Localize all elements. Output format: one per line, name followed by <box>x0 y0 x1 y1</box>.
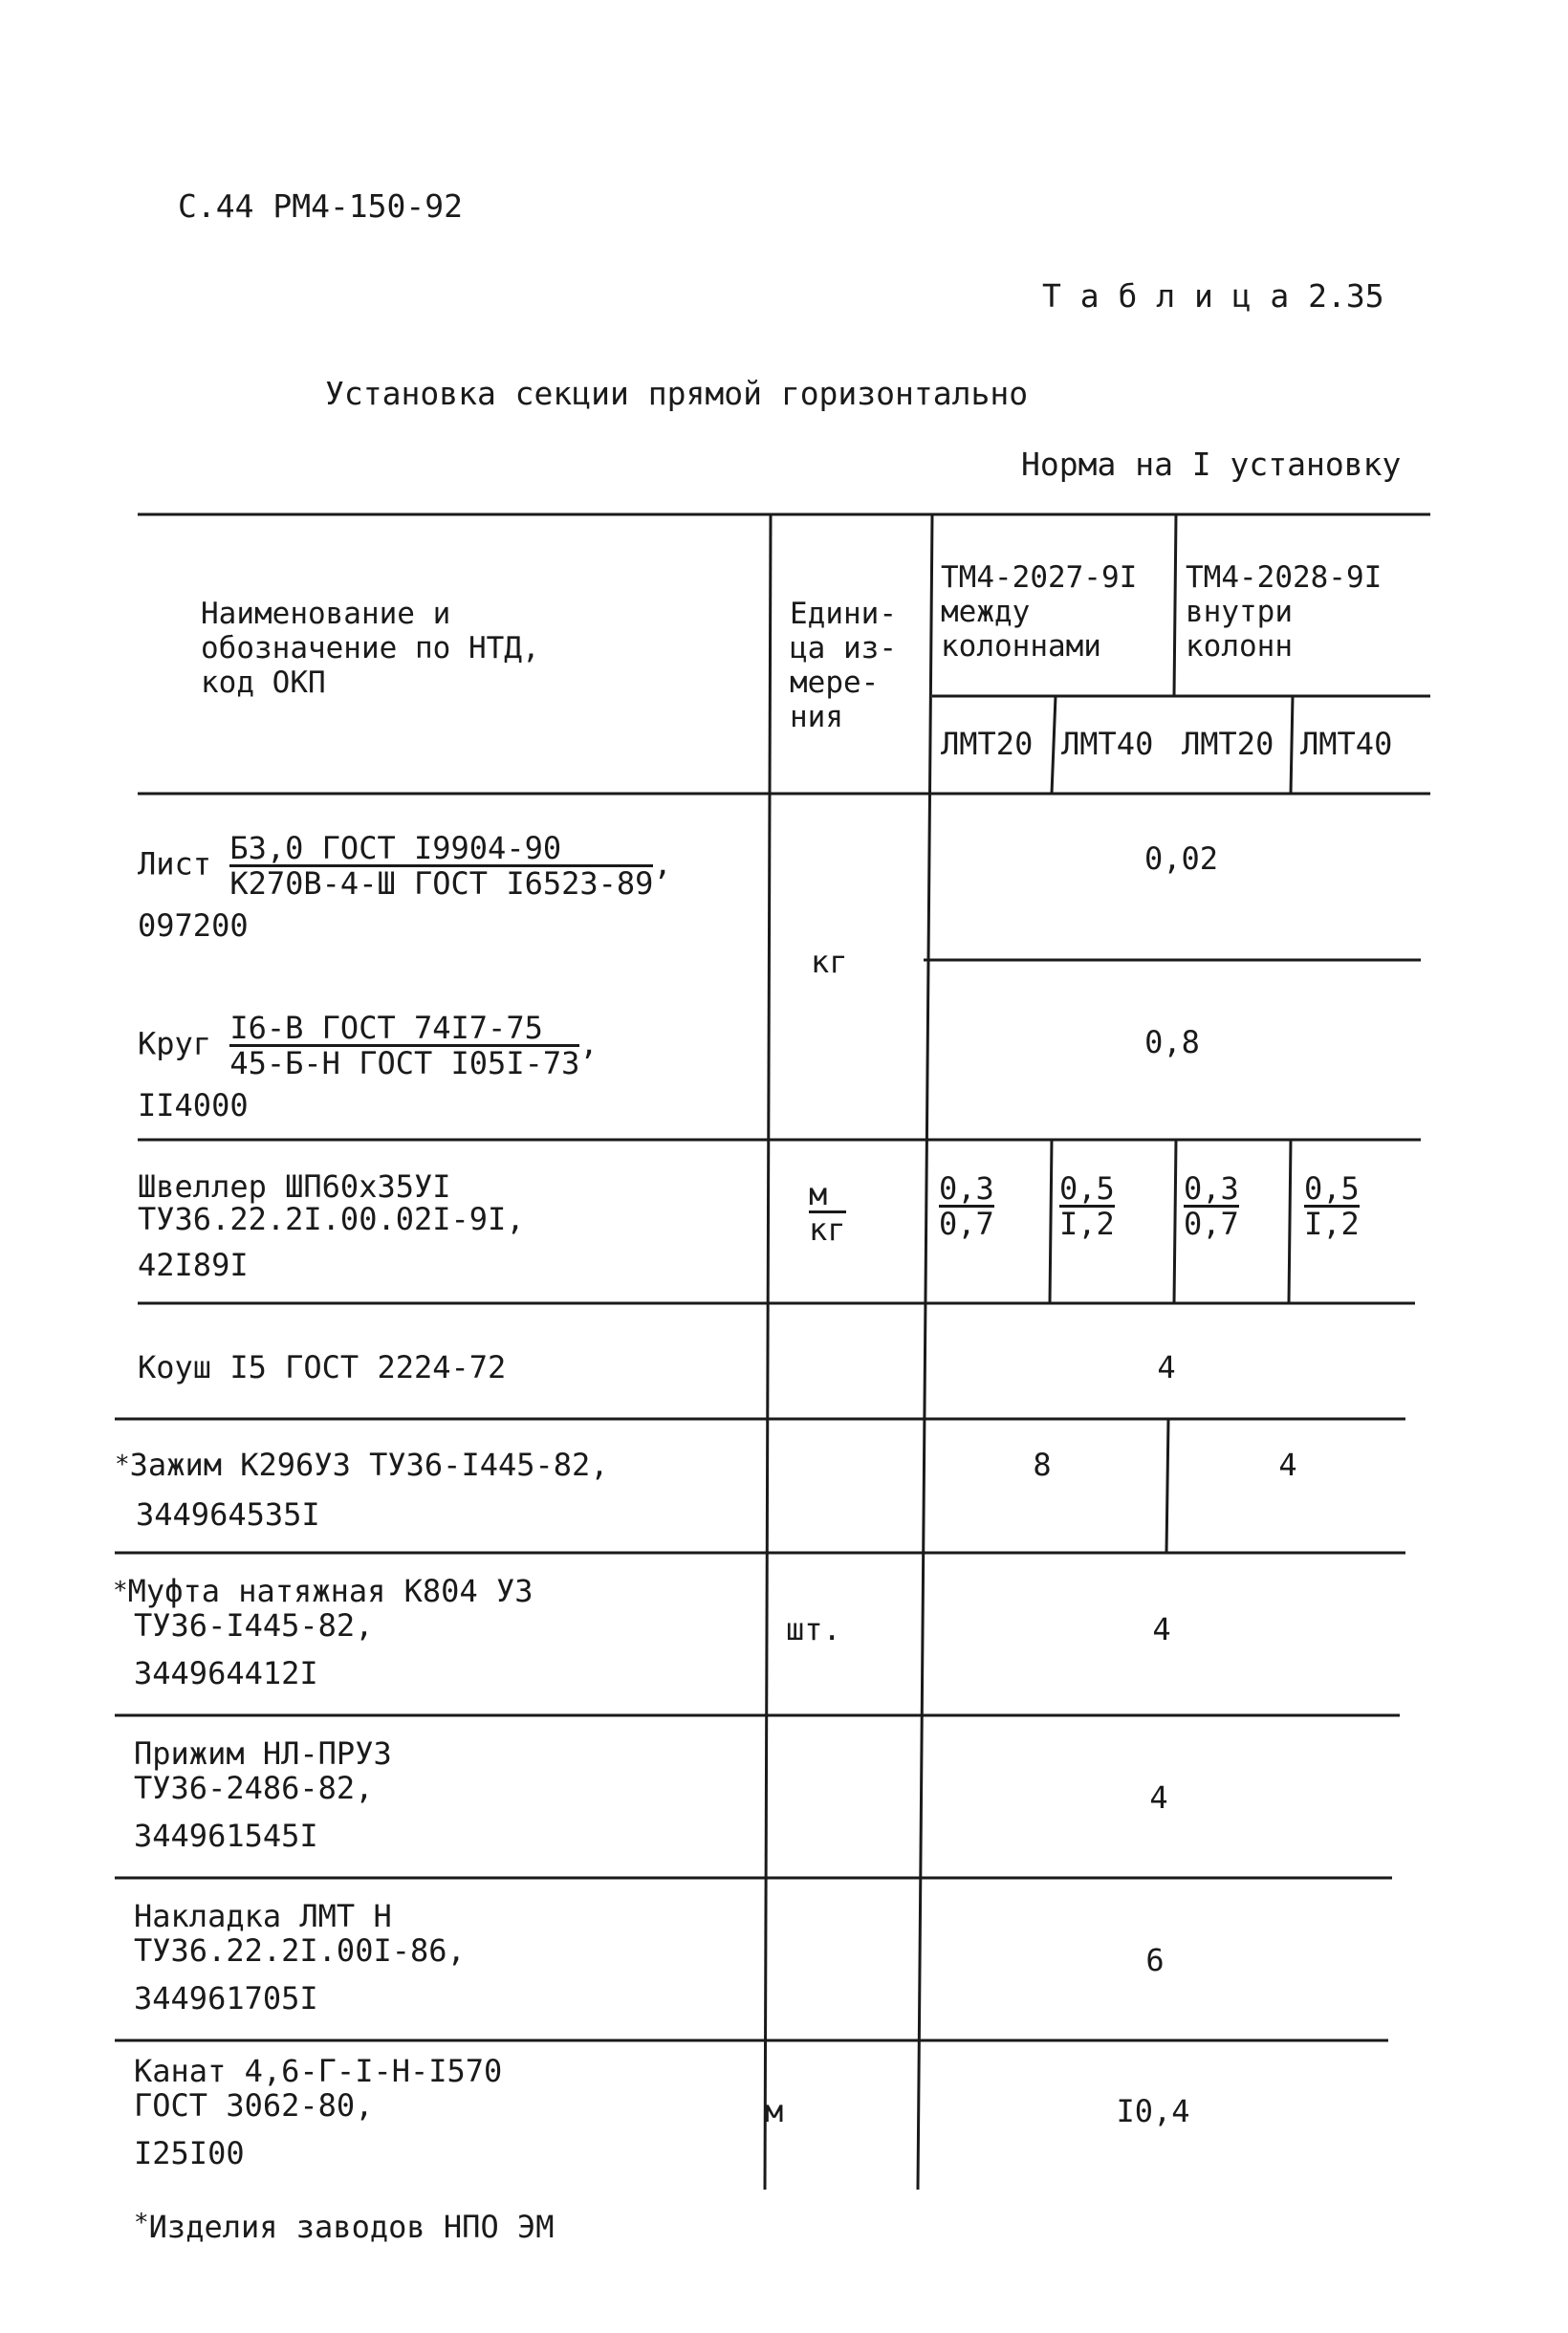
footnote: *Изделия заводов НПО ЭМ <box>134 2209 555 2245</box>
sub-header-3: ЛМТ20 <box>1182 726 1274 762</box>
unit-m: м <box>765 2093 784 2129</box>
table-row-sheet-code: 097200 <box>138 907 249 944</box>
table-row-clip-value: 4 <box>1149 1779 1168 1816</box>
channel-value-4: $\frac{0,5}{I,2}$ <box>1304 1170 1360 1242</box>
sub-header-1: ЛМТ20 <box>941 726 1034 762</box>
channel-value-3: $\frac{0,3}{0,7}$ <box>1184 1170 1239 1242</box>
table-row-channel: Швеллер ШП60х35УI ТУ36.22.2I.00.02I-9I, 42I89I <box>138 1168 525 1283</box>
sub-header-2: ЛМТ40 <box>1061 726 1154 762</box>
channel-value-1: $\frac{0,3}{0,7}$ <box>939 1170 994 1242</box>
table-row-plate-value: 6 <box>1145 1942 1165 1978</box>
table-label: Т а б л и ц а 2.35 <box>1042 277 1384 315</box>
table-row-bar-designation: Круг $\frac{\text{I6-В ГОСТ 74I7-75}}{\text{45-Б-Н ГОСТ I05I-73}}$ , <box>138 1010 599 1081</box>
channel-value-2: $\frac{0,5}{I,2}$ <box>1059 1170 1115 1242</box>
table-row-clamp-value-right: 4 <box>1278 1447 1297 1483</box>
table-row-rope-value: I0,4 <box>1116 2093 1190 2129</box>
table-row-sheet-value: 0,02 <box>1143 840 1219 877</box>
table-row-plate: Накладка ЛМТ Н ТУ36.22.2I.00I-86, 344961705I <box>134 1898 466 2017</box>
table-row-clamp: *Зажим К296У3 ТУ36-I445-82, 344964535I <box>115 1447 609 1533</box>
table-row-clip: Прижим НЛ-ПРУ3 ТУ36-2486-82, 344961545I <box>134 1735 392 1854</box>
table-row-coupling-value: 4 <box>1152 1611 1171 1647</box>
page-header: С.44 РМ4-150-92 <box>178 187 464 225</box>
table-row-bar-code: II4000 <box>138 1087 249 1123</box>
table-row-coupling: *Муфта натяжная К804 У3 ТУ36-I445-82, 344964412I <box>113 1573 534 1691</box>
table-row-thimble-value: 4 <box>1157 1349 1176 1385</box>
table-row-thimble: Коуш I5 ГОСТ 2224-72 <box>138 1349 507 1385</box>
group1-header: ТМ4-2027-9I между колоннами <box>941 560 1138 664</box>
unit-pcs: шт. <box>786 1611 841 1647</box>
sub-header-4: ЛМТ40 <box>1300 726 1393 762</box>
name-column-header: Наименование и обозначение по НТД, код ОКП <box>201 597 540 700</box>
table-title: Установка секции прямой горизонтально <box>325 375 1029 412</box>
table-row-sheet-designation: Лист $\frac{\text{Б3,0 ГОСТ I9904-90}}{\text{К270В-4-Ш ГОСТ I6523-89}}$ , <box>138 830 672 902</box>
table-row-clamp-value-left: 8 <box>1033 1447 1052 1483</box>
unit-kg: кг <box>811 944 848 980</box>
unit-m-per-kg: $\frac{м}{кг}$ <box>809 1176 846 1248</box>
group2-header: ТМ4-2028-9I внутри колонн <box>1186 560 1383 664</box>
norm-note: Норма на I установку <box>1021 446 1402 483</box>
table-row-bar-value: 0,8 <box>1144 1024 1200 1060</box>
table-row-rope: Канат 4,6-Г-I-Н-I570 ГОСТ 3062-80, I25I00 <box>134 2053 503 2171</box>
unit-column-header: Едини- ца из- мере- ния <box>790 597 897 734</box>
